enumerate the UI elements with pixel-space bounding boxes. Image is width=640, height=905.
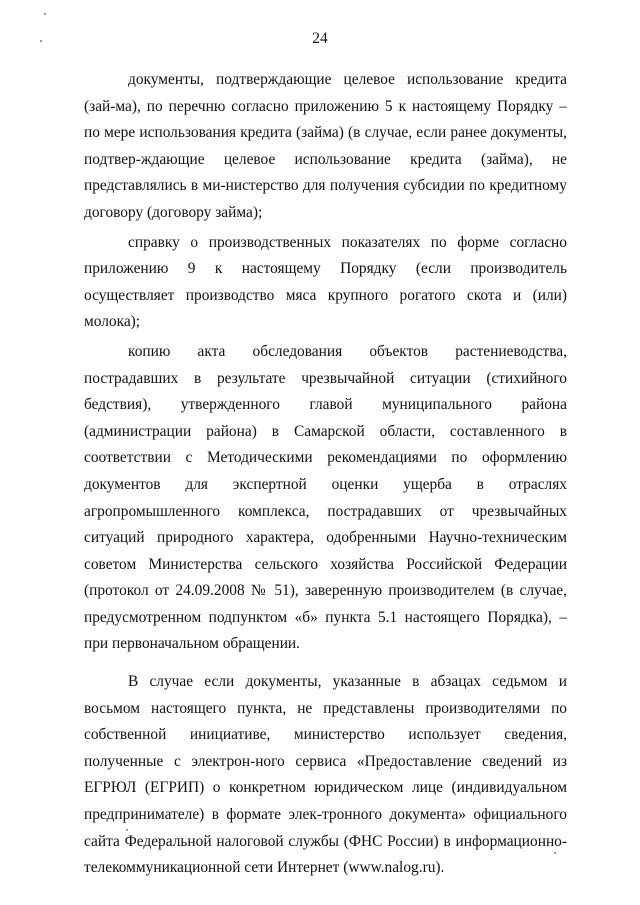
paragraph-loan-documents: документы, подтверждающие целевое использование кредита (зай-ма), по перечню согласно приложению 5 к настоящему Порядку – по мере использования кредита (займа) (в случае, если ранее документы, подтвер-ждающие целевое использование кредита (займа), не представлялись в ми-нистерство для получения субсидии по кредитному договору (договору займа); (84, 71, 567, 221)
paragraph-survey-act-copy: копию акта обследования объектов растениеводства, пострадавших в результате чрезвычайной ситуации (стихийного бедствия), утвержденного главой муниципального района (администрации района) в Самарской области, составленного в соответствии с Методическими рекомендациями по оформлению документов для экспертной оценки ущерба в отраслях агропромышленного комплекса, пострадавших от чрезвычайных ситуаций природного характера, одобренными Научно-техническим советом Министерства сельского хозяйства Российской Федерации (протокол от 24.09.2008 № 51), заверенную производителем (в случае, предусмотренном подпунктом «б» пункта 5.1 настоящего Порядка), – при первоначальном обращении. (84, 342, 567, 653)
paragraph-egrul-information: В случае если документы, указанные в абзацах седьмом и восьмом настоящего пункта, не представлены производителями по собственной инициативе, министерство использует сведения, полученные с электрон-ного сервиса «Предоставление сведений из ЕГРЮЛ (ЕГРИП) о конкретном юридическом лице (индивидуальном предпринимателе) в формате элек-тронного документа» официального сайта Федеральной налоговой службы (ФНС России) в информационно-телекоммуникационной сети Интернет (www.nalog.ru). (84, 673, 567, 877)
paragraph-production-certificate: справку о производственных показателях по форме согласно приложению 9 к настоящему Порядку (если производитель осуществляет производство мяса крупного рогатого скота и (или) молока); (84, 233, 567, 331)
scan-speck (44, 13, 46, 15)
document-body (84, 67, 567, 882)
page-number: 24 (312, 30, 328, 47)
